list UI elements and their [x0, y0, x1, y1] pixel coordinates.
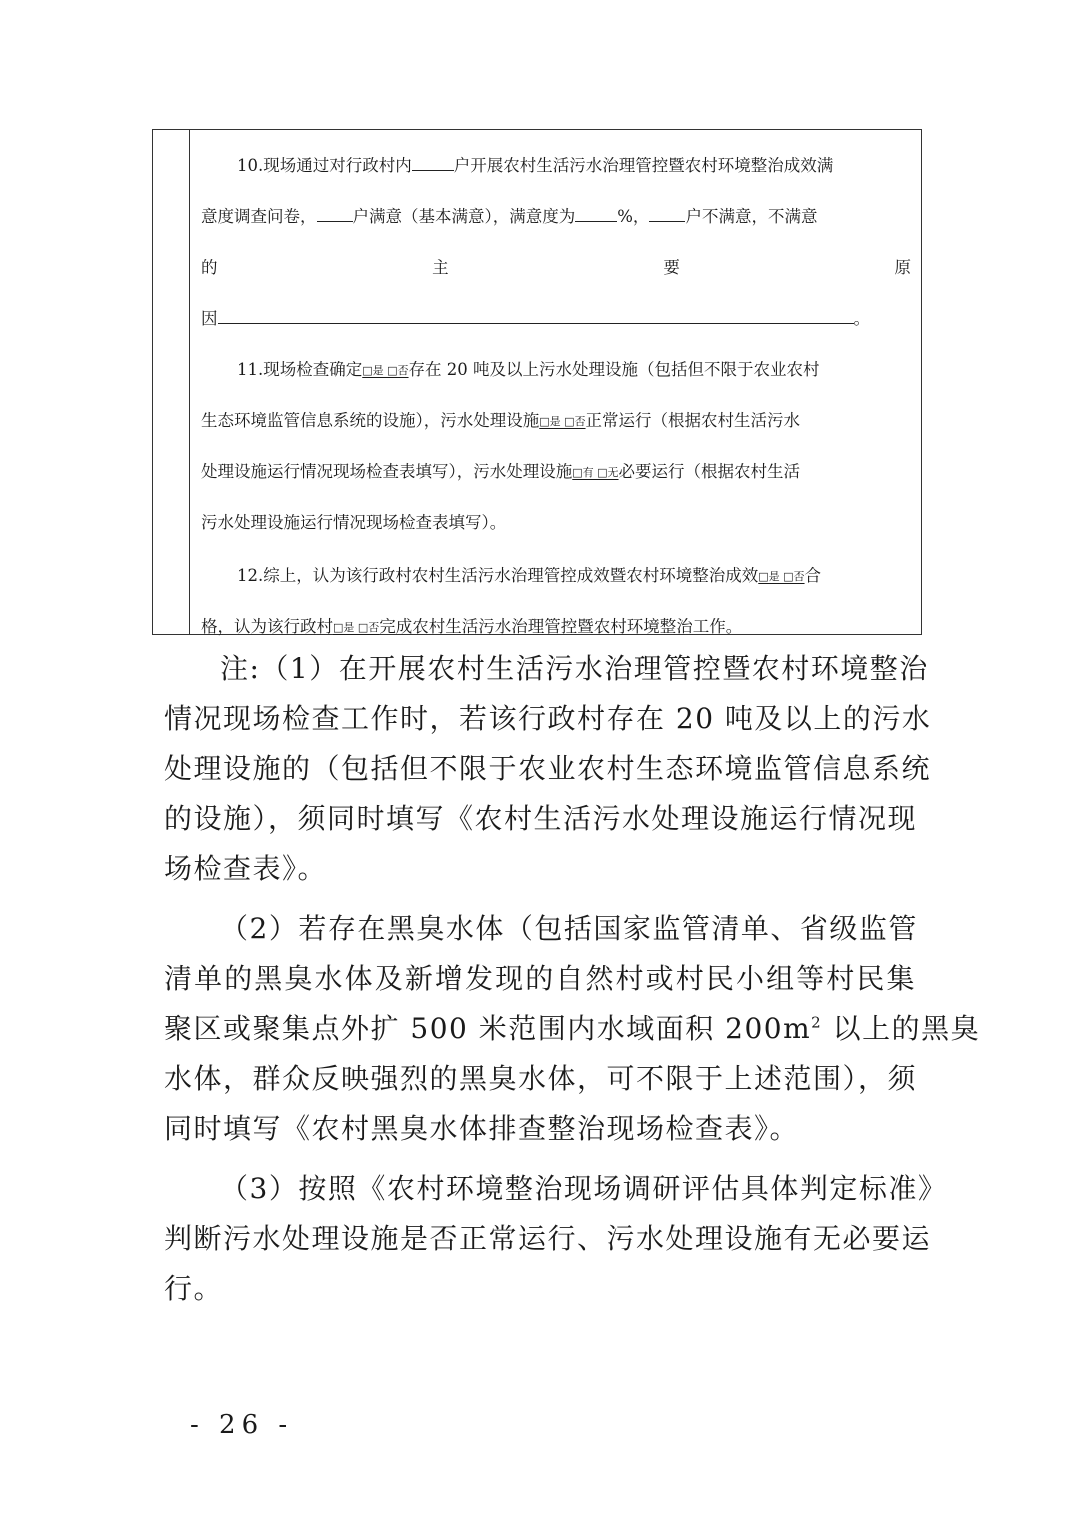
note-1-line: 场检查表》。 — [164, 852, 328, 885]
has-none-checkbox[interactable]: □有 □无 — [572, 466, 619, 479]
table-content-cell — [201, 144, 911, 656]
text: 意度调查问卷， — [201, 207, 317, 226]
note-2-line — [164, 1004, 981, 1054]
text: 的 — [201, 258, 218, 277]
note-1-line: 处理设施的（包括但不限于农业农村生态环境监管信息系统 — [164, 752, 932, 785]
note-3-line: （3）按照《农村环境整治现场调研评估具体判定标准》 — [220, 1172, 948, 1205]
text: 10.现场通过对行政村内 — [237, 156, 412, 175]
note-3-line: 判断污水处理设施是否正常运行、污水处理设施有无必要运 — [164, 1222, 932, 1255]
text: 户开展农村生活污水治理管控暨农村环境整治成效满 — [453, 156, 834, 175]
superscript: 2 — [811, 1013, 823, 1032]
note-1-line: 注:（1）在开展农村生活污水治理管控暨农村环境整治 — [220, 652, 929, 685]
page-number: - 26 - — [190, 1410, 294, 1440]
text: 生态环境监管信息系统的设施），污水处理设施 — [201, 411, 540, 430]
text: 存在 20 吨及以上污水处理设施（包括但不限于农业农村 — [408, 360, 820, 379]
item-11-line-2 — [201, 399, 911, 450]
reason-blank-field[interactable] — [218, 297, 854, 324]
text: 12.综上，认为该行政村农村生活污水治理管控成效暨农村环境整治成效 — [237, 566, 759, 585]
text: 因 — [201, 309, 218, 328]
yes-no-checkbox[interactable]: □是 □否 — [333, 621, 380, 634]
blank-field[interactable] — [575, 195, 617, 222]
note-2-line: 水体，群众反映强烈的黑臭水体，可不限于上述范围），须 — [164, 1062, 918, 1095]
text: 要 — [663, 258, 680, 277]
note-1-line: 情况现场检查工作时，若该行政村存在 20 吨及以上的污水 — [164, 702, 932, 735]
yes-no-checkbox[interactable]: □是 □否 — [362, 364, 409, 377]
text: 户不满意，不满意 — [685, 207, 818, 226]
note-1-line: 的设施），须同时填写《农村生活污水处理设施运行情况现 — [164, 802, 918, 835]
blank-field[interactable] — [649, 195, 685, 222]
text: 主 — [432, 258, 449, 277]
note-3-line: 行。 — [164, 1272, 224, 1305]
text: 合 — [804, 566, 822, 585]
item-11-line-1 — [201, 348, 911, 399]
blank-field[interactable] — [412, 144, 454, 171]
text: 处理设施运行情况现场检查表填写），污水处理设施 — [201, 462, 573, 481]
inspection-table — [152, 129, 922, 635]
text: 聚区或聚集点外扩 500 米范围内水域面积 200m — [164, 1012, 812, 1045]
text: 原 — [894, 258, 911, 277]
note-2-line: （2）若存在黑臭水体（包括国家监管清单、省级监管 — [220, 912, 918, 945]
notes-section — [164, 644, 981, 1314]
blank-field[interactable] — [317, 195, 353, 222]
item-10-line-3 — [201, 246, 911, 297]
yes-no-checkbox[interactable]: □是 □否 — [758, 570, 805, 583]
text: 格，认为该行政村 — [201, 617, 333, 636]
item-10-line-2 — [201, 195, 911, 246]
text: 。 — [853, 309, 870, 328]
item-12-line-1 — [201, 554, 911, 605]
text: 11.现场检查确定 — [237, 360, 363, 379]
column-divider — [189, 130, 190, 634]
item-11-line-3 — [201, 450, 911, 501]
text: %， — [617, 207, 650, 226]
item-10-line-1 — [201, 144, 911, 195]
text: 正常运行（根据农村生活污水 — [585, 411, 801, 430]
note-2-line: 清单的黑臭水体及新增发现的自然村或村民小组等村民集 — [164, 962, 916, 995]
text: 完成农村生活污水治理管控暨农村环境整治工作。 — [379, 617, 743, 636]
text: 污水处理设施运行情况现场检查表填写）。 — [201, 513, 507, 532]
yes-no-checkbox[interactable]: □是 □否 — [539, 415, 586, 428]
text: 必要运行（根据农村生活 — [618, 462, 801, 481]
item-11-line-4 — [201, 501, 911, 552]
text: 以上的黑臭 — [822, 1012, 981, 1045]
note-2-line: 同时填写《农村黑臭水体排查整治现场检查表》。 — [164, 1112, 800, 1145]
item-10-line-4 — [201, 297, 911, 348]
text: 户满意（基本满意），满意度为 — [352, 207, 576, 226]
